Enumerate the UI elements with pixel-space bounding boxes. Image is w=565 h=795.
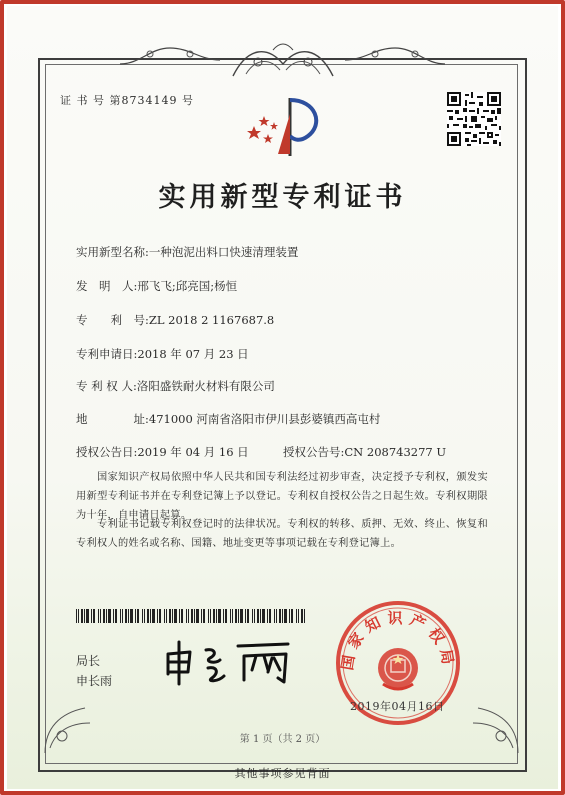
seal-date: 2019年04月16日	[350, 700, 445, 713]
grant-date-row	[76, 444, 249, 460]
field-label: 实用新型名称:	[76, 245, 149, 259]
patent-number: ZL 2018 2 1167687.8	[148, 313, 275, 327]
seal-text: 国家知识产权局	[338, 609, 458, 672]
top-right-ornament-icon	[345, 40, 445, 68]
signature-role: 局长	[76, 654, 101, 668]
patent-number-row	[76, 312, 274, 328]
filing-date-row	[76, 346, 249, 362]
page-number: 第 1 页（共 2 页）	[239, 734, 326, 745]
bottom-left-ornament-icon	[40, 698, 100, 758]
handwritten-signature-icon	[160, 636, 300, 688]
qr-code-icon	[447, 92, 501, 146]
field-label: 专 利 号:	[76, 313, 149, 327]
inventor-row	[76, 278, 237, 294]
utility-model-name: 一种泡泥出料口快速清理装置	[148, 245, 299, 259]
patentee-name: 洛阳盛铁耐火材料有限公司	[136, 379, 275, 393]
barcode-icon	[76, 609, 308, 623]
patent-office-emblem-icon	[238, 92, 328, 162]
top-ornament-icon	[228, 36, 338, 86]
grant-number: CN 208743277 U	[344, 445, 447, 459]
bottom-right-ornament-icon	[463, 698, 523, 758]
signatory-name: 申长雨	[76, 674, 113, 688]
utility-model-name-row	[76, 244, 298, 260]
grant-statement-paragraph: 国家知识产权局依照中华人民共和国专利法经过初步审查，决定授予专利权，颁发实用新型专利证书并在专利登记簿上予以登记。专利权自授权公告之日起生效。专利权期限为十年，自申请日起算。	[76, 472, 488, 521]
grant-number-row	[283, 444, 446, 460]
legal-status-paragraph: 专利证书记载专利权登记时的法律状况。专利权的转移、质押、无效、终止、恢复和专利权人的姓名或名称、国籍、地址变更等事项记载在专利登记簿上。	[76, 519, 488, 549]
certificate-title: 实用新型专利证书	[158, 182, 407, 213]
footer-note: 其他事项参见背面	[234, 767, 331, 780]
field-label: 授权公告号:	[283, 445, 345, 459]
field-label: 授权公告日:	[76, 445, 138, 459]
field-label: 发 明 人:	[76, 279, 138, 293]
grant-date: 2019 年 04 月 16 日	[137, 445, 249, 459]
patentee-row	[76, 378, 275, 394]
field-label: 专利申请日:	[76, 347, 138, 361]
field-label: 专 利 权 人:	[76, 379, 137, 393]
filing-date: 2018 年 07 月 23 日	[137, 347, 249, 361]
inventor-names: 邢飞飞;邱亮国;杨恒	[137, 279, 238, 293]
address: 471000 河南省洛阳市伊川县彭婆镇西高屯村	[148, 412, 381, 426]
certificate-number: 证 书 号 第8734149 号	[60, 94, 194, 107]
field-label: 地 址:	[76, 412, 149, 426]
address-row	[76, 411, 380, 427]
top-left-ornament-icon	[120, 40, 220, 68]
